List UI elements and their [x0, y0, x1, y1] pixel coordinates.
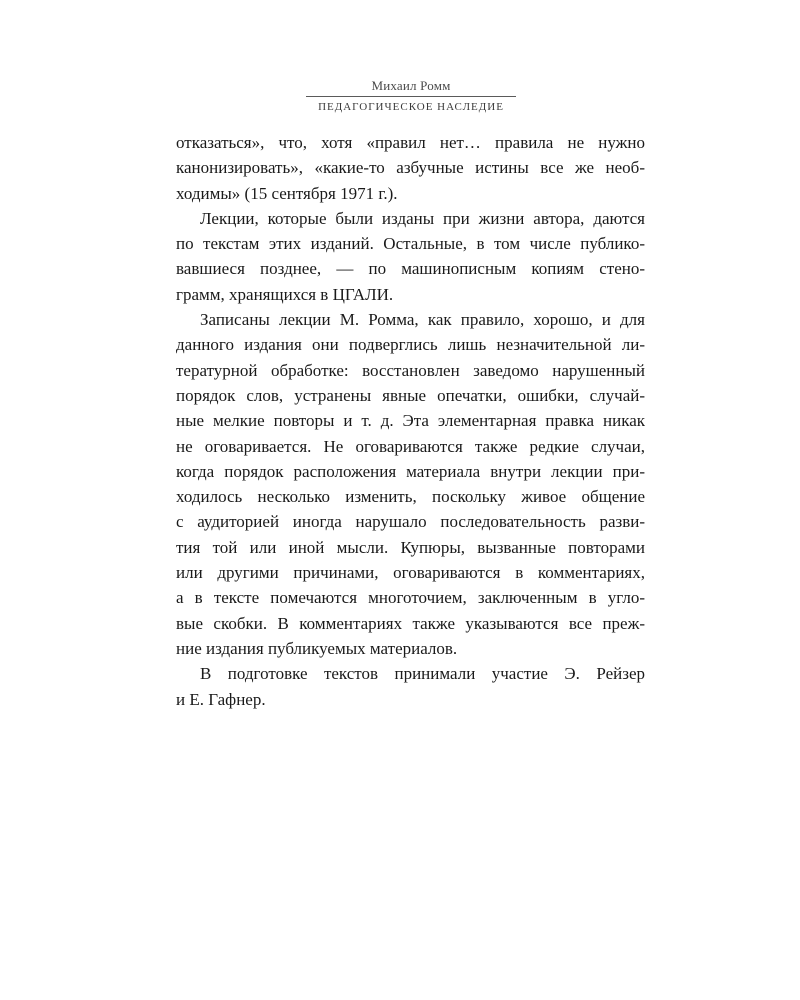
paragraph-1	[176, 130, 645, 206]
running-head	[306, 78, 516, 115]
text-line: Записаны лекции М. Ромма, как правило, хорошо, и для	[200, 310, 645, 330]
text-line: В подготовке текстов принимали участие Э. Рейзер	[200, 664, 645, 684]
text-line: а в тексте помечаются многоточием, заключенным в угло-	[176, 588, 645, 608]
running-head-rule	[306, 96, 516, 97]
paragraph-2	[176, 206, 645, 307]
text-line: вавшиеся позднее, — по машинописным копиям стено-	[176, 259, 645, 279]
paragraph-3	[176, 307, 645, 661]
text-line: ные мелкие повторы и т. д. Эта элементарная правка никак	[176, 411, 645, 431]
text-line: грамм, хранящихся в ЦГАЛИ.	[176, 284, 394, 304]
running-head-book-title: ПЕДАГОГИЧЕСКОЕ НАСЛЕДИЕ	[318, 101, 504, 113]
text-line: канонизировать», «какие-то азбучные истины все же необ-	[176, 158, 645, 178]
running-head-author: Михаил Ромм	[371, 78, 451, 93]
text-line: ходимы» (15 сентября 1971 г.).	[176, 183, 398, 203]
text-line: ние издания публикуемых материалов.	[176, 638, 458, 658]
text-line: тия той или иной мысли. Купюры, вызванные повторами	[176, 537, 645, 557]
paragraph-4	[176, 661, 645, 712]
text-line: по текстам этих изданий. Остальные, в том числе публико-	[176, 234, 645, 254]
text-line: ходилось несколько изменить, поскольку живое общение	[176, 487, 645, 507]
text-line: не оговаривается. Не оговариваются также редкие случаи,	[176, 436, 645, 456]
text-line: и Е. Гафнер.	[176, 689, 266, 709]
page-body	[176, 130, 645, 712]
text-line: Лекции, которые были изданы при жизни автора, даются	[200, 208, 645, 228]
text-line: отказаться», что, хотя «правил нет… правила не нужно	[176, 133, 645, 152]
text-line: вые скобки. В комментариях также указываются все преж-	[176, 613, 645, 633]
text-line: данного издания они подверглись лишь незначительной ли-	[176, 335, 645, 355]
text-line: тературной обработке: восстановлен заведомо нарушенный	[176, 360, 645, 380]
text-line: или другими причинами, оговариваются в комментариях,	[176, 563, 645, 583]
text-line: когда порядок расположения материала внутри лекции при-	[176, 461, 645, 481]
text-line: порядок слов, устранены явные опечатки, ошибки, случай-	[176, 385, 645, 405]
text-line: с аудиторией иногда нарушало последовательность разви-	[176, 512, 645, 532]
